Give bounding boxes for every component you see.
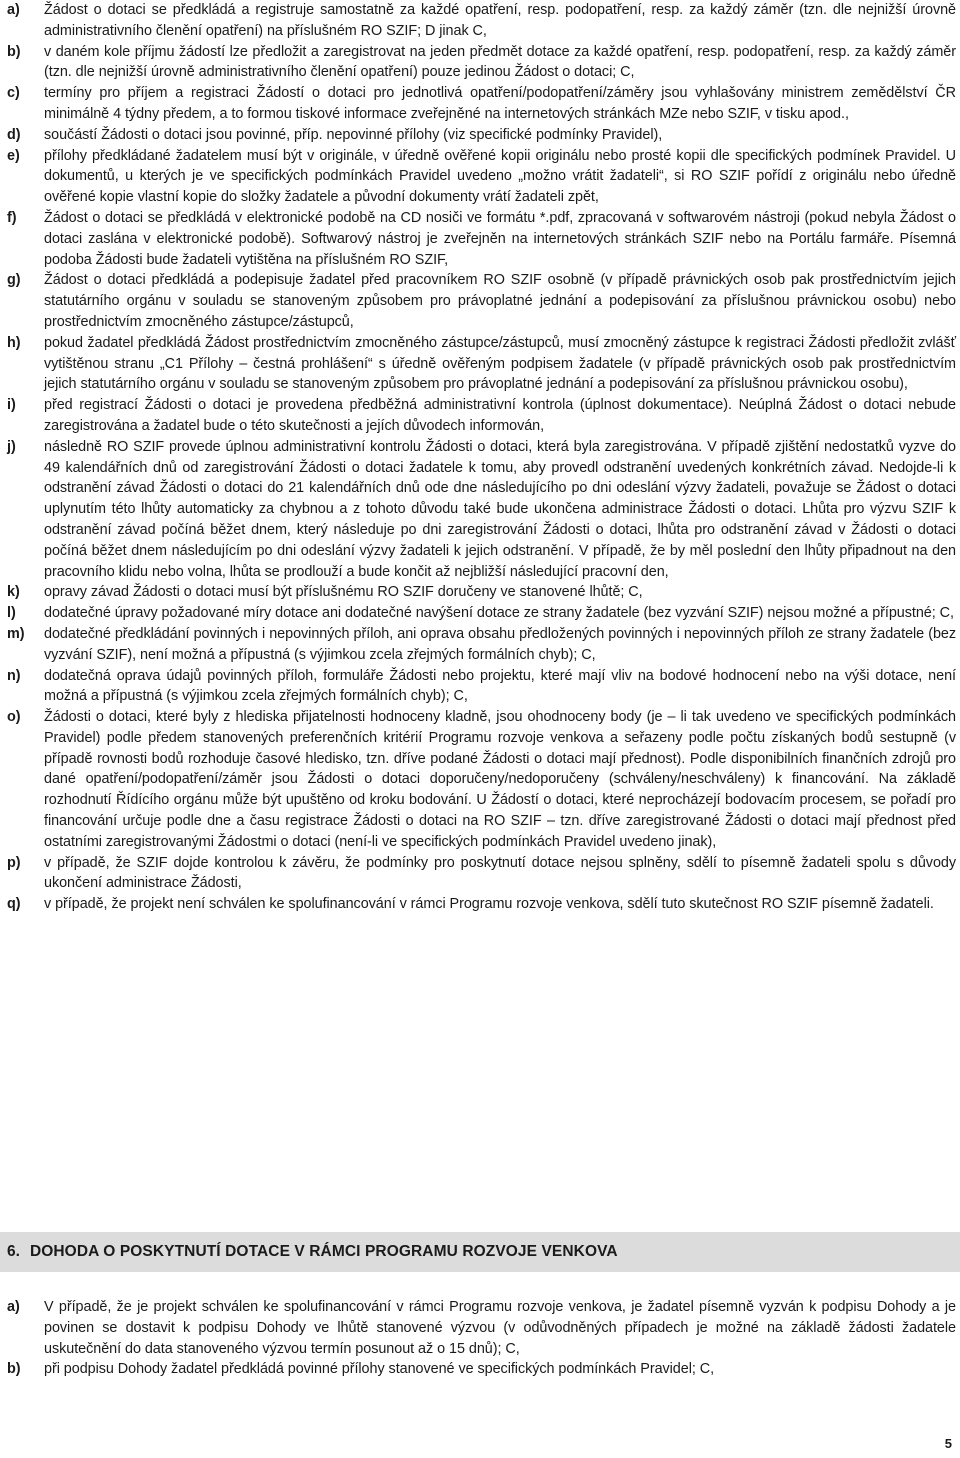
item-label: m): [7, 625, 25, 642]
section-title: DOHODA O POSKYTNUTÍ DOTACE V RÁMCI PROGRAMU ROZVOJE VENKOVA: [29, 1243, 618, 1260]
list-item: [7, 894, 956, 915]
item-text: pokud žadatel předkládá Žádost prostřednictvím zmocněného zástupce/zástupců, musí zmocněný zástupce k registraci Žádosti předložit zvlášť vytištěnou stranu „C1 Přílohy – čestná prohlášení“ s úředně ověřeným podpisem žadatele (v případě právnických osob pak prostřednictvím jejich statutárního orgánu v souladu se stanoveným způsobem pro právoplatné jednání a podepisování za příslušnou právnickou osobu),: [44, 334, 956, 393]
item-text: součástí Žádosti o dotaci jsou povinné, příp. nepovinné přílohy (viz specifické podmínky Pravidel),: [44, 126, 663, 143]
list-item: [7, 1359, 956, 1380]
section-heading: [0, 1232, 960, 1272]
list-item: [7, 666, 956, 708]
item-label: i): [7, 397, 16, 414]
item-label: n): [7, 667, 21, 684]
list-item: [7, 146, 956, 208]
list-item: [7, 0, 956, 42]
item-label: h): [7, 334, 21, 351]
list-item: [7, 853, 956, 895]
item-text: Žádost o dotaci předkládá a podepisuje žadatel před pracovníkem RO SZIF osobně (v případě právnických osob pak prostřednictvím jejich statutárního orgánu v souladu se stanoveným způsobem pro právoplatné jednání a podepisování za příslušnou právnickou osobu) nebo prostřednictvím zmocněného zástupce/zástupců,: [44, 272, 956, 330]
item-text: termíny pro příjem a registraci Žádostí o dotaci pro jednotlivá opatření/podopatření/záměry jsou vyhlašovány ministrem zemědělství ČR minimálně 4 týdny předem, a to formou tiskové informace zveřejněné na internetových stránkách MZe nebo SZIF, v tisku apod.,: [44, 85, 956, 122]
item-text: v daném kole příjmu žádostí lze předložit a zaregistrovat na jeden předmět dotace za každé opatření, resp. podopatření, resp. za každý záměr (tzn. dle nejnižší úrovně administrativního členění opatření) pouze jedinou Žádost o dotaci; C,: [44, 43, 956, 81]
item-text: před registrací Žádosti o dotaci je provedena předběžná administrativní kontrola (úplnost dokumentace). Neúplná Žádost o dotaci nebude zaregistrována a žadatel bude o této skutečnosti a jejích důvodech informován,: [44, 397, 956, 434]
item-text: dodatečné předkládání povinných i nepovinných příloh, ani oprava obsahu předložených povinných i nepovinných příloh ze strany žadatele (bez vyzvání SZIF), není možná a přípustná (s výjimkou zcela zřejmých formálních chyb); C,: [44, 625, 956, 663]
item-label: b): [7, 43, 21, 60]
list-item: [7, 208, 956, 270]
list-item: [7, 395, 956, 437]
rules-list: [7, 0, 956, 915]
item-label: o): [7, 709, 21, 726]
list-item: [7, 603, 956, 624]
item-label: j): [7, 438, 16, 455]
item-label: p): [7, 854, 21, 871]
item-text: dodatečná oprava údajů povinných příloh, formuláře Žádosti nebo projektu, které mají vliv na bodové hodnocení nebo na výši dotace, není možná a přípustná (s výjimkou zcela zřejmých formálních chyb); C,: [44, 667, 956, 705]
item-text: Žádost o dotaci se předkládá v elektronické podobě na CD nosiči ve formátu *.pdf, zpracovaná v softwarovém nástroji (pokud nebyla Žádost o dotaci zaslána v elektronické podobě). Softwarový nástroj je zveřejněn na internetových stránkách SZIF nebo na Portálu farmáře. Písemná podoba Žádosti bude žadateli vytištěna na příslušném RO SZIF,: [44, 209, 956, 268]
item-label: g): [7, 272, 21, 289]
agreement-list: [7, 1297, 956, 1380]
section-number: 6.: [7, 1243, 20, 1260]
item-label: c): [7, 85, 20, 102]
item-text: opravy závad Žádosti o dotaci musí být příslušnému RO SZIF doručeny ve stanovené lhůtě; C,: [44, 584, 643, 601]
list-item: [7, 125, 956, 146]
item-label: k): [7, 584, 20, 601]
item-text: přílohy předkládané žadatelem musí být v originále, v úředně ověřené kopii originálu nebo prosté kopii dle specifických podmínek Pravidel. U dokumentů, u kterých je ve specifických podmínkách Pravidel uvedeno „možno vrátit žadateli“, si RO SZIF pořídí z originálu nebo úředně ověřené kopie vlastní kopie do složky žadatele a původní dokumenty vrátí žadateli zpět,: [44, 147, 956, 206]
list-item: [7, 624, 956, 666]
list-item: [7, 1297, 956, 1359]
list-item: [7, 707, 956, 853]
list-item: [7, 437, 956, 583]
item-label: l): [7, 605, 16, 622]
item-label: e): [7, 147, 20, 164]
list-item: [7, 83, 956, 125]
item-text: V případě, že je projekt schválen ke spolufinancování v rámci Programu rozvoje venkova, je žadatel písemně vyzván k podpisu Dohody a je povinen se dostavit k podpisu Dohody ve lhůtě stanovené výzvou (v odůvodněných případech je možné na základě žádosti žadatele uskutečnění do data stanoveného výzvou termín posunout až o 15 dnů); C,: [44, 1299, 956, 1357]
list-item: [7, 270, 956, 332]
item-label: d): [7, 126, 21, 143]
item-text: Žádost o dotaci se předkládá a registruje samostatně za každé opatření, resp. podopatření, resp. za každý záměr (tzn. dle nejnižší úrovně administrativního členění opatření) na příslušném RO SZIF; D jinak C,: [44, 2, 956, 39]
item-text: následně RO SZIF provede úplnou administrativní kontrolu Žádosti o dotaci, která byla zaregistrována. V případě zjištění nedostatků vyzve do 49 kalendářních dnů od zaregistrování Žádosti o dotaci žadatele k tomu, aby provedl odstranění uvedených konkrétních závad. Nedojde-li k odstranění závad Žádosti o dotaci do 21 kalendářních dnů ode dne následujícího po dni odeslání výzvy žadateli, považuje se Žádost o dotaci uplynutím této lhůty automaticky za chybnou a z tohoto důvodu také bude ukončena administrace Žádosti o dotaci. Lhůta pro výzvu SZIF k odstranění závad počíná běžet dnem, který následuje po dni zaregistrování Žádosti o dotaci, lhůta pro odstranění závad v Žádosti o dotaci počíná běžet dnem následujícím po dni odeslání výzvy žadateli k jejich odstranění. V případě, že by měl poslední den lhůty připadnout na den pracovního klidu nebo volna, lhůta se prodlouží a bude končit až nejbližší následující pracovní den,: [44, 438, 956, 580]
list-item: [7, 42, 956, 84]
item-label: a): [7, 2, 20, 18]
item-text: v případě, že projekt není schválen ke spolufinancování v rámci Programu rozvoje venkova, sdělí tuto skutečnost RO SZIF písemně žadateli.: [44, 896, 934, 913]
item-text: při podpisu Dohody žadatel předkládá povinné přílohy stanovené ve specifických podmínkách Pravidel; C,: [44, 1361, 715, 1378]
item-label: q): [7, 896, 21, 913]
list-item: [7, 333, 956, 395]
item-label: f): [7, 209, 17, 226]
item-text: Žádosti o dotaci, které byly z hlediska přijatelnosti hodnoceny kladně, jsou ohodnoceny body (je – li tak uvedeno ve specifických podmínkách Pravidel) podle předem stanovených preferenčních kritérií Programu rozvoje venkova a seřazeny podle počtu získaných bodů sestupně (v případě rovnosti bodů rozhoduje časové hledisko, tzn. dříve podané Žádosti o dotaci mají přednost). Podle disponibilních finančních zdrojů pro dané opatření/podopatření/záměr jsou Žádosti o dotaci doporučeny/nedoporučeny (schváleny/neschváleny) k financování. Na základě rozhodnutí Řídícího orgánu může být upuštěno od kroku bodování. U Žádostí o dotaci, které neprocházejí bodovacím procesem, se pořadí pro financování určuje podle dne a času registrace Žádosti o dotaci na RO SZIF – tzn. dříve zaregistrované Žádosti o dotaci mají přednost před ostatními zaregistrovanými Žádostmi o dotaci (není-li ve specifických podmínkách Pravidel uvedeno jinak),: [44, 709, 956, 850]
item-text: v případě, že SZIF dojde kontrolou k závěru, že podmínky pro poskytnutí dotace nejsou splněny, sdělí to písemně žadateli spolu s důvody ukončení administrace Žádosti,: [44, 854, 956, 892]
item-text: dodatečné úpravy požadované míry dotace ani dodatečné navýšení dotace ze strany žadatele (bez vyzvání SZIF) nejsou možné a přípustné; C,: [44, 605, 954, 622]
item-label: b): [7, 1361, 21, 1378]
list-item: [7, 582, 956, 603]
item-label: a): [7, 1299, 20, 1315]
page-number: 5: [944, 1436, 952, 1451]
